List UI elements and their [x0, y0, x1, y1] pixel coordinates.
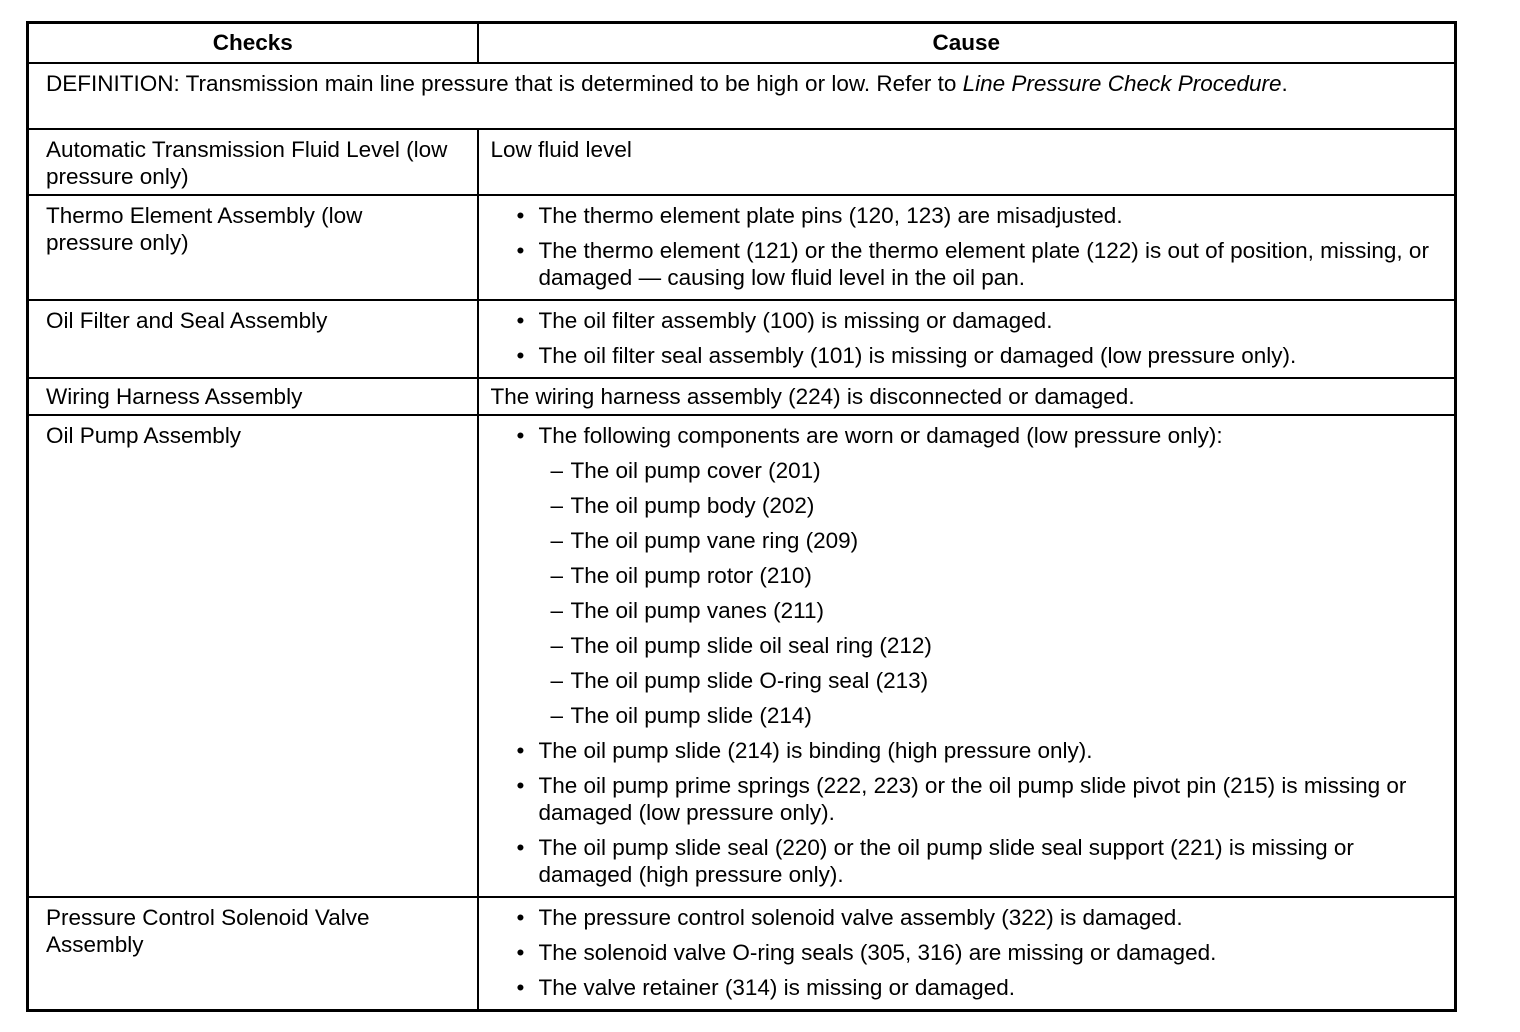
- bullet-item: • The pressure control solenoid valve assembly (322) is damaged.: [516, 905, 1183, 930]
- bullet-item: • The thermo element (121) or the thermo element plate (122) is out of position, missing, or damaged — causing low fluid level in the oil pan.: [516, 238, 1429, 290]
- cause-cell: [478, 300, 1456, 378]
- cause-cell: The wiring harness assembly (224) is disconnected or damaged.: [478, 378, 1456, 415]
- cause-cell: [478, 897, 1456, 1011]
- definition-period: .: [1281, 71, 1288, 96]
- check-cell: Oil Pump Assembly: [28, 415, 478, 897]
- definition-row: [28, 63, 1456, 129]
- header-cause: Cause: [478, 23, 1456, 64]
- check-cell: Wiring Harness Assembly: [28, 378, 478, 415]
- sub-item: – The oil pump body (202): [550, 493, 815, 518]
- check-cell: Thermo Element Assembly (low pressure only): [28, 195, 478, 300]
- check-cell: Pressure Control Solenoid Valve Assembly: [28, 897, 478, 1011]
- definition-reference: Line Pressure Check Procedure: [962, 71, 1282, 96]
- cause-cell: [478, 195, 1456, 300]
- table-row: [28, 415, 1456, 897]
- check-cell: Automatic Transmission Fluid Level (low pressure only): [28, 129, 478, 195]
- bullet-item: • The following components are worn or damaged (low pressure only):: [516, 423, 1223, 448]
- check-cell: Oil Filter and Seal Assembly: [28, 300, 478, 378]
- table-row: [28, 129, 1456, 195]
- sub-item: – The oil pump slide oil seal ring (212): [550, 633, 932, 658]
- table-row: [28, 300, 1456, 378]
- bullet-item: • The solenoid valve O-ring seals (305, 316) are missing or damaged.: [516, 940, 1217, 965]
- bullet-item: • The oil filter assembly (100) is missing or damaged.: [516, 308, 1053, 333]
- sub-item: – The oil pump slide O-ring seal (213): [550, 668, 929, 693]
- sub-item: – The oil pump vanes (211): [550, 598, 824, 623]
- header-checks: Checks: [28, 23, 478, 64]
- sub-item: – The oil pump vane ring (209): [550, 528, 859, 553]
- bullet-item: • The oil pump slide seal (220) or the oil pump slide seal support (221) is missing or damaged (high pressure only).: [516, 835, 1354, 887]
- sub-item: – The oil pump slide (214): [550, 703, 812, 728]
- table-row: [28, 897, 1456, 1011]
- cause-cell: Low fluid level: [478, 129, 1456, 195]
- table-row: [28, 195, 1456, 300]
- sub-item: – The oil pump cover (201): [550, 458, 821, 483]
- diagnostic-table: [26, 21, 1457, 1012]
- table-row: [28, 378, 1456, 415]
- bullet-item: • The oil filter seal assembly (101) is missing or damaged (low pressure only).: [516, 343, 1297, 368]
- bullet-item: • The oil pump prime springs (222, 223) or the oil pump slide pivot pin (215) is missing or damaged (low pressure only).: [516, 773, 1407, 825]
- sub-item: – The oil pump rotor (210): [550, 563, 812, 588]
- cause-cell: [478, 415, 1456, 897]
- bullet-item: • The valve retainer (314) is missing or damaged.: [516, 975, 1015, 1000]
- bullet-item: • The thermo element plate pins (120, 123) are misadjusted.: [516, 203, 1123, 228]
- header-row: [28, 23, 1456, 64]
- bullet-item: • The oil pump slide (214) is binding (high pressure only).: [516, 738, 1093, 763]
- definition-text: DEFINITION: Transmission main line pressure that is determined to be high or low. Refer to: [46, 71, 963, 96]
- definition-cell: [28, 63, 1456, 129]
